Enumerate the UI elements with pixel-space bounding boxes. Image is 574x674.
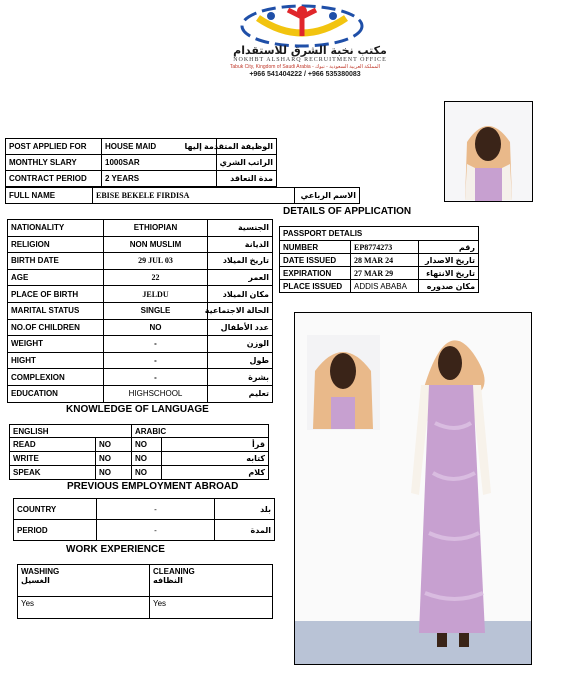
speak-english-value: NO xyxy=(96,466,132,480)
place-issued-value: ADDIS ABABA xyxy=(351,280,419,293)
read-arabic-value: NO xyxy=(132,438,162,452)
table-row xyxy=(6,139,277,155)
table-row xyxy=(14,499,275,520)
language-heading: KNOWLEDGE OF LANGUAGE xyxy=(66,404,209,415)
place-issued-label: PLACE ISSUED xyxy=(280,280,351,293)
application-table xyxy=(5,138,277,187)
washing-value: Yes xyxy=(18,597,150,619)
table-row xyxy=(8,369,273,386)
table-row xyxy=(8,269,273,286)
religion-label-ar: الديانة xyxy=(208,236,273,253)
full-body-photo-frame xyxy=(294,312,532,665)
post-value: HOUSE MAID xyxy=(102,139,217,155)
table-row xyxy=(10,425,269,438)
passport-heading: PASSPORT DETALIS xyxy=(280,227,479,241)
passport-number-label: NUMBER xyxy=(280,241,351,254)
place-of-birth-label-ar: مكان الميلاد xyxy=(208,286,273,303)
cleaning-label-ar: النظافه xyxy=(153,576,183,585)
marital-status-label-ar: الحالة الاجتماعية xyxy=(208,302,273,319)
portrait-photo-frame xyxy=(444,101,533,202)
full-name-value: EBISE BEKELE FIRDISA xyxy=(93,188,295,204)
weight-label-ar: الوزن xyxy=(208,336,273,353)
salary-value: 1000SAR xyxy=(102,155,217,171)
company-name-english: NOKHBT ALSHARQ RECRUITMENT OFFICE xyxy=(233,57,387,63)
table-row xyxy=(10,466,269,480)
company-name-arabic: مكتب نخبة الشرق للاستقدام xyxy=(233,44,387,57)
table-row xyxy=(8,220,273,237)
table-row xyxy=(18,597,273,619)
place-issued-label-ar: مكان صدوره xyxy=(419,280,479,293)
age-label: AGE xyxy=(8,269,104,286)
salary-label-ar: الراتب الشري xyxy=(217,155,277,171)
work-experience-table xyxy=(17,564,273,619)
date-issued-label-ar: تاريخ الاصدار xyxy=(419,254,479,267)
table-row xyxy=(8,253,273,270)
full-name-label: FULL NAME xyxy=(6,188,93,204)
place-of-birth-value: JELDU xyxy=(104,286,208,303)
arabic-header: ARABIC xyxy=(132,425,269,438)
speak-label: SPEAK xyxy=(10,466,96,480)
expiration-label-ar: تاريخ الانتهاء xyxy=(419,267,479,280)
table-row xyxy=(8,385,273,402)
table-row xyxy=(8,302,273,319)
table-row xyxy=(18,565,273,597)
expiration-value: 27 MAR 29 xyxy=(351,267,419,280)
post-label-ar: الوظيفة المتقدمة إليها xyxy=(217,139,277,155)
height-label: HIGHT xyxy=(8,352,104,369)
work-experience-heading: WORK EXPERIENCE xyxy=(66,544,165,555)
nationality-label: NATIONALITY xyxy=(8,220,104,237)
write-label: WRITE xyxy=(10,452,96,466)
read-english-value: NO xyxy=(96,438,132,452)
nationality-value: ETHIOPIAN xyxy=(104,220,208,237)
birth-date-label-ar: تاريخ الميلاد xyxy=(208,253,273,270)
contract-label-ar: مدة التعاقد xyxy=(217,171,277,187)
table-row xyxy=(10,438,269,452)
place-of-birth-label: PLACE OF BIRTH xyxy=(8,286,104,303)
expiration-label: EXPIRATION xyxy=(280,267,351,280)
company-logo xyxy=(236,2,368,48)
height-label-ar: طول xyxy=(208,352,273,369)
full-name-table xyxy=(5,187,360,204)
country-label-ar: بلد xyxy=(215,499,275,520)
full-name-label-ar: الاسم الرباعي xyxy=(295,188,360,204)
education-value: HIGHSCHOOL xyxy=(104,385,208,402)
table-row xyxy=(6,188,360,204)
cleaning-value: Yes xyxy=(150,597,273,619)
speak-arabic-value: NO xyxy=(132,466,162,480)
religion-value: NON MUSLIM xyxy=(104,236,208,253)
date-issued-label: DATE ISSUED xyxy=(280,254,351,267)
cleaning-label: CLEANING xyxy=(153,567,195,576)
company-address: Tabuk City, Kingdom of Saudi Arabia - المملكة العربية السعودية - تبوك xyxy=(229,64,381,70)
details-heading: DETAILS OF APPLICATION xyxy=(283,206,412,217)
table-row xyxy=(280,280,479,293)
period-label: PERIOD xyxy=(14,520,97,541)
period-value: - xyxy=(97,520,215,541)
table-row xyxy=(8,352,273,369)
company-phones: +966 541404222 / +966 535380083 xyxy=(249,71,361,78)
employment-table xyxy=(13,498,275,541)
table-row xyxy=(280,241,479,254)
date-issued-value: 28 MAR 24 xyxy=(351,254,419,267)
full-body-photo xyxy=(295,313,531,664)
read-label: READ xyxy=(10,438,96,452)
table-row xyxy=(280,254,479,267)
write-arabic-value: NO xyxy=(132,452,162,466)
language-table xyxy=(9,424,269,480)
complexion-label-ar: بشرة xyxy=(208,369,273,386)
table-row xyxy=(14,520,275,541)
write-label-ar: كتابه xyxy=(162,452,269,466)
employment-heading: PREVIOUS EMPLOYMENT ABROAD xyxy=(67,481,239,492)
education-label: EDUCATION xyxy=(8,385,104,402)
country-value: - xyxy=(97,499,215,520)
marital-status-label: MARITAL STATUS xyxy=(8,302,104,319)
personal-details-table xyxy=(7,219,273,403)
english-header: ENGLISH xyxy=(10,425,132,438)
children-value: NO xyxy=(104,319,208,336)
marital-status-value: SINGLE xyxy=(104,302,208,319)
table-row xyxy=(6,171,277,187)
table-row xyxy=(280,267,479,280)
table-row xyxy=(8,336,273,353)
washing-header xyxy=(18,565,150,597)
table-row xyxy=(10,452,269,466)
speak-label-ar: كلام xyxy=(162,466,269,480)
education-label-ar: تعليم xyxy=(208,385,273,402)
portrait-photo xyxy=(445,102,532,201)
weight-value: - xyxy=(104,336,208,353)
nationality-label-ar: الجنسية xyxy=(208,220,273,237)
cleaning-header xyxy=(150,565,273,597)
read-label-ar: قرأ xyxy=(162,438,269,452)
children-label-ar: عدد الأطفال xyxy=(208,319,273,336)
birth-date-value: 29 JUL 03 xyxy=(104,253,208,270)
table-row xyxy=(280,227,479,241)
religion-label: RELIGION xyxy=(8,236,104,253)
age-value: 22 xyxy=(104,269,208,286)
complexion-value: - xyxy=(104,369,208,386)
washing-label-ar: الغسيل xyxy=(21,576,50,585)
table-row xyxy=(6,155,277,171)
table-row xyxy=(8,319,273,336)
country-label: COUNTRY xyxy=(14,499,97,520)
passport-table xyxy=(279,226,479,293)
complexion-label: COMPLEXION xyxy=(8,369,104,386)
contract-value: 2 YEARS xyxy=(102,171,217,187)
age-label-ar: العمر xyxy=(208,269,273,286)
post-label: POST APPLIED FOR xyxy=(6,139,102,155)
passport-number-value: EP8774273 xyxy=(351,241,419,254)
birth-date-label: BIRTH DATE xyxy=(8,253,104,270)
height-value: - xyxy=(104,352,208,369)
period-label-ar: المدة xyxy=(215,520,275,541)
table-row xyxy=(8,236,273,253)
contract-label: CONTRACT PERIOD xyxy=(6,171,102,187)
write-english-value: NO xyxy=(96,452,132,466)
table-row xyxy=(8,286,273,303)
salary-label: MONTHLY SLARY xyxy=(6,155,102,171)
weight-label: WEIGHT xyxy=(8,336,104,353)
children-label: NO.OF CHILDREN xyxy=(8,319,104,336)
passport-number-label-ar: رقم xyxy=(419,241,479,254)
washing-label: WASHING xyxy=(21,567,60,576)
